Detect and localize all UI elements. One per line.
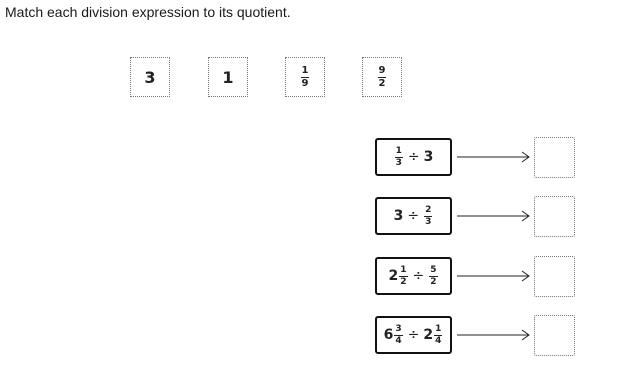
fraction-denominator: 2 [400,276,407,287]
instruction-text: Match each division expression to its quotient. [5,4,291,20]
fraction [424,206,432,227]
answer-tile-3[interactable] [130,57,170,97]
drop-target-4[interactable] [534,315,575,356]
fraction [395,147,403,168]
arrow-right-icon [456,329,532,341]
expression-box-2 [375,197,452,235]
fraction [434,325,442,346]
division-sign: ÷ [412,268,425,284]
whole-number: 3 [393,208,404,224]
fraction-numerator: 2 [425,204,432,215]
fraction-numerator: 3 [395,323,402,334]
drop-target-1[interactable] [534,137,575,178]
answer-tile-value: 3 [144,67,156,87]
fraction [378,66,387,89]
fraction-denominator: 2 [378,77,386,89]
answer-tile-one-ninth[interactable] [285,57,325,97]
fraction-denominator: 2 [430,276,437,287]
arrow-right-icon [456,210,532,222]
expression-box-1 [375,138,452,176]
division-sign: ÷ [407,327,420,343]
answer-tile-1[interactable] [208,57,248,97]
answer-tile-nine-halves[interactable] [362,57,402,97]
fraction [301,66,310,89]
fraction-numerator: 1 [395,145,402,156]
division-sign: ÷ [407,149,420,165]
whole-number: 3 [423,149,434,165]
whole-number: 6 [383,327,394,343]
arrow-right-icon [456,270,532,282]
answer-tile-value: 1 [222,67,234,87]
fraction-numerator: 1 [301,64,309,76]
fraction-denominator: 9 [301,77,309,89]
drop-target-2[interactable] [534,196,575,237]
drop-target-3[interactable] [534,256,575,297]
whole-number: 2 [423,327,434,343]
fraction [394,325,402,346]
fraction [429,266,437,287]
fraction-denominator: 4 [395,335,402,346]
fraction-denominator: 3 [425,216,432,227]
whole-number: 2 [388,268,399,284]
fraction-denominator: 3 [395,157,402,168]
fraction-denominator: 4 [435,335,442,346]
fraction-numerator: 1 [400,264,407,275]
fraction [399,266,407,287]
fraction-numerator: 5 [430,264,437,275]
expression-box-3 [375,257,452,295]
fraction-numerator: 9 [378,64,386,76]
expression-box-4 [375,316,452,354]
fraction-numerator: 1 [435,323,442,334]
arrow-right-icon [456,151,532,163]
division-sign: ÷ [407,208,420,224]
